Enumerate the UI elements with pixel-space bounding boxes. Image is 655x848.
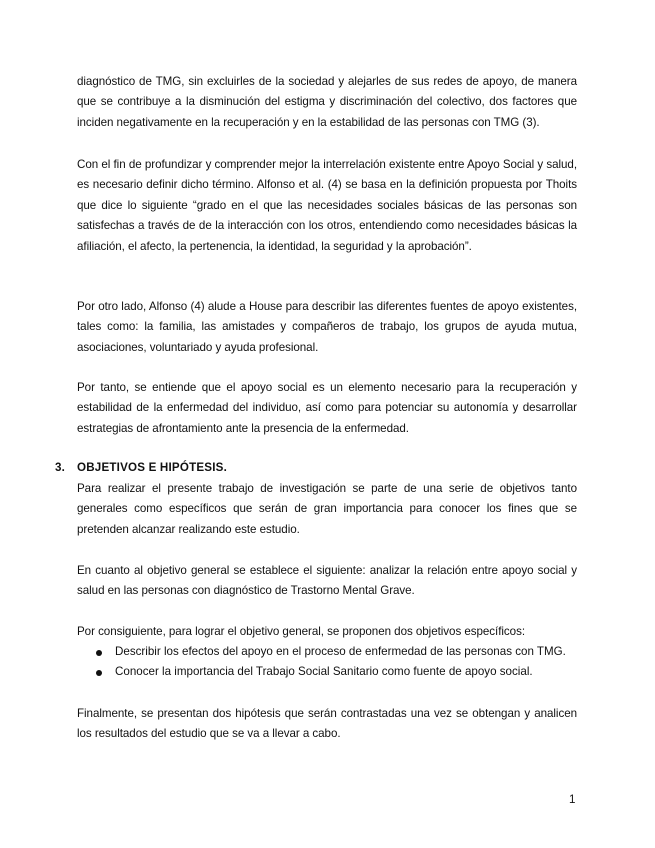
page-number: 1: [569, 793, 576, 806]
paragraph-objectives-intro: Para realizar el presente trabajo de investigación se parte de una serie de objetivos tanto generales como específicos que serán de gran importancia para conocer los fines que se pretenden alcanzar realizando este estudio.: [77, 482, 577, 536]
paragraph-tmg-continuation: diagnóstico de TMG, sin excluirles de la sociedad y alejarles de sus redes de apoyo, de manera que se contribuye a la disminución del estigma y discriminación del colectivo, dos factores que inciden negativamente en la recuperación y en la estabilidad de las personas con TMG (3).: [77, 75, 577, 129]
paragraph-apoyo-social-definition: Con el fin de profundizar y comprender mejor la interrelación existente entre Apoyo Social y salud, es necesario definir dicho término. Alfonso et al. (4) se basa en la definición propuesta por Thoits que dice lo siguiente “grado en el que las necesidades sociales básicas de las personas son satisfechas a través de de la interacción con los otros, entendiendo como necesidades básicas la afiliación, el afecto, la pertenencia, la identidad, la seguridad y la aprobación”.: [77, 158, 577, 253]
paragraph-support-sources: Por otro lado, Alfonso (4) alude a House para describir las diferentes fuentes de apoyo existentes, tales como: la familia, las amistades y compañeros de trabajo, los grupos de ayuda mutua, asociaciones, voluntariado y ayuda profesional.: [77, 300, 577, 354]
section-heading: [55, 458, 227, 478]
paragraph-specific-objectives-intro: Por consiguiente, para lograr el objetivo general, se proponen dos objetivos específicos:: [77, 625, 525, 638]
paragraph-general-objective: En cuanto al objetivo general se establece el siguiente: analizar la relación entre apoyo social y salud en las personas con diagnóstico de Trastorno Mental Grave.: [77, 564, 577, 598]
section-title: OBJETIVOS E HIPÓTESIS.: [77, 461, 228, 474]
section-number: 3.: [55, 461, 66, 474]
paragraph-support-importance: Por tanto, se entiende que el apoyo social es un elemento necesario para la recuperación y estabilidad de la enfermedad del individuo, así como para potenciar su autonomía y desarrollar estrategias de afrontamiento ante la presencia de la enfermedad.: [77, 381, 577, 435]
bullet-icon: [96, 670, 102, 676]
specific-objectives-list: [77, 642, 577, 683]
list-item: [77, 662, 577, 682]
list-item: [77, 642, 577, 662]
paragraph-hypotheses: Finalmente, se presentan dos hipótesis que serán contrastadas una vez se obtengan y analicen los resultados del estudio que se va a llevar a cabo.: [77, 707, 577, 741]
list-item-text: Describir los efectos del apoyo en el proceso de enfermedad de las personas con TMG.: [115, 645, 566, 658]
bullet-icon: [96, 650, 102, 656]
list-item-text: Conocer la importancia del Trabajo Social Sanitario como fuente de apoyo social.: [115, 665, 533, 679]
